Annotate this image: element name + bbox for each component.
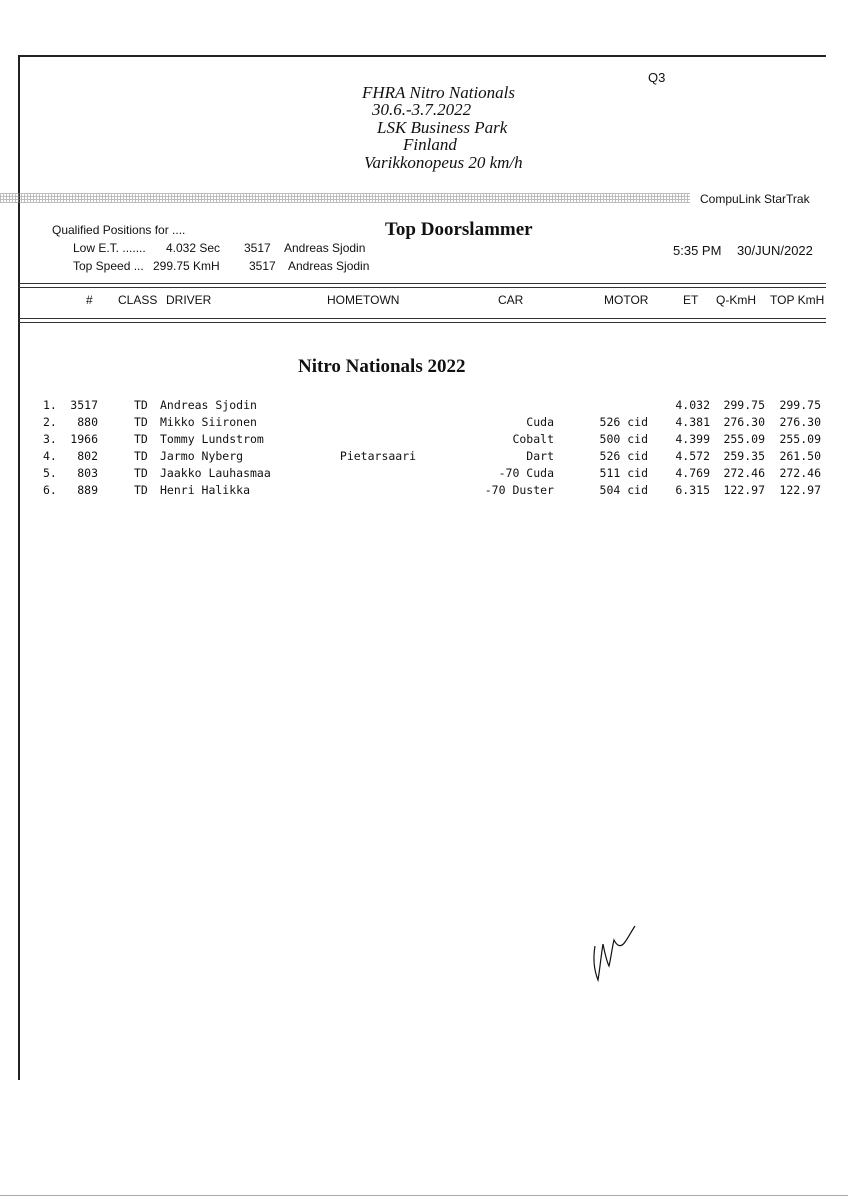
left-border-line [18, 55, 20, 1080]
cell-position: 3. [43, 432, 57, 446]
top-speed-label: Top Speed ... [73, 259, 144, 273]
dotted-separator-band [0, 193, 690, 203]
top-border-line [18, 55, 826, 57]
corner-tag: Q3 [648, 70, 666, 85]
page-bottom-line [0, 1195, 848, 1196]
cell-et: 4.032 [675, 398, 710, 412]
cell-motor: 504 cid [599, 483, 648, 497]
header-separator-line [18, 283, 826, 284]
cell-class: TD [134, 432, 148, 446]
cell-et: 6.315 [675, 483, 710, 497]
cell-class: TD [134, 449, 148, 463]
cell-topkmh: 272.46 [779, 466, 821, 480]
system-brand: CompuLink StarTrak [700, 192, 810, 206]
event-country: Finland [403, 135, 457, 154]
cell-car: Cobalt [512, 432, 554, 446]
cell-et: 4.381 [675, 415, 710, 429]
cell-topkmh: 276.30 [779, 415, 821, 429]
cell-driver: Mikko Siironen [160, 415, 257, 429]
cell-class: TD [134, 466, 148, 480]
cell-et: 4.399 [675, 432, 710, 446]
class-title: Top Doorslammer [385, 219, 533, 240]
col-header-car: CAR [498, 293, 524, 307]
col-header-class: CLASS [118, 293, 158, 307]
cell-qkmh: 276.30 [723, 415, 765, 429]
cell-qkmh: 299.75 [723, 398, 765, 412]
cell-driver: Henri Halikka [160, 483, 251, 497]
report-time: 5:35 PM [673, 243, 722, 258]
event-title: FHRA Nitro Nationals [362, 83, 516, 102]
event-venue: LSK Business Park [377, 118, 508, 137]
cell-number: 880 [77, 415, 98, 429]
cell-car: Dart [526, 449, 554, 463]
cell-number: 803 [77, 466, 98, 480]
low-et-number: 3517 [244, 241, 271, 255]
column-header-rule [18, 318, 826, 319]
top-speed-number: 3517 [249, 259, 276, 273]
cell-motor: 511 cid [599, 466, 648, 480]
cell-position: 6. [43, 483, 57, 497]
cell-qkmh: 122.97 [723, 483, 765, 497]
cell-topkmh: 122.97 [779, 483, 821, 497]
cell-class: TD [134, 398, 148, 412]
cell-et: 4.572 [675, 449, 710, 463]
event-pit-speed: Varikkonopeus 20 km/h [364, 153, 523, 172]
cell-car: Cuda [526, 415, 554, 429]
cell-number: 1966 [70, 432, 98, 446]
report-date: 30/JUN/2022 [737, 243, 813, 258]
cell-position: 2. [43, 415, 57, 429]
column-header-rule-2 [18, 322, 826, 323]
cell-class: TD [134, 483, 148, 497]
cell-class: TD [134, 415, 148, 429]
col-header-hometown: HOMETOWN [327, 293, 400, 307]
col-header-number: # [86, 293, 93, 307]
cell-number: 802 [77, 449, 98, 463]
cell-driver: Jarmo Nyberg [160, 449, 244, 463]
cell-motor: 526 cid [599, 415, 648, 429]
cell-position: 4. [43, 449, 57, 463]
col-header-driver: DRIVER [166, 293, 212, 307]
cell-position: 5. [43, 466, 57, 480]
col-header-qkmh: Q-KmH [716, 293, 756, 307]
cell-qkmh: 259.35 [723, 449, 765, 463]
cell-motor: 500 cid [599, 432, 648, 446]
cell-topkmh: 299.75 [779, 398, 821, 412]
top-speed-driver: Andreas Sjodin [288, 259, 370, 273]
cell-driver: Jaakko Lauhasmaa [160, 466, 271, 480]
cell-car: -70 Cuda [498, 466, 554, 480]
cell-topkmh: 255.09 [779, 432, 821, 446]
cell-topkmh: 261.50 [779, 449, 821, 463]
cell-motor: 526 cid [599, 449, 648, 463]
cell-et: 4.769 [675, 466, 710, 480]
col-header-topkmh: TOP KmH [770, 293, 825, 307]
cell-driver: Tommy Lundstrom [160, 432, 264, 446]
col-header-motor: MOTOR [604, 293, 649, 307]
qualified-label: Qualified Positions for .... [52, 223, 186, 237]
section-title: Nitro Nationals 2022 [298, 356, 466, 377]
header-separator-line-2 [18, 287, 826, 288]
cell-hometown: Pietarsaari [339, 449, 417, 463]
low-et-driver: Andreas Sjodin [284, 241, 366, 255]
cell-number: 889 [77, 483, 98, 497]
cell-number: 3517 [70, 398, 98, 412]
low-et-value: 4.032 Sec [166, 241, 221, 255]
cell-position: 1. [43, 398, 57, 412]
cell-car: -70 Duster [484, 483, 554, 497]
cell-qkmh: 272.46 [723, 466, 765, 480]
top-speed-value: 299.75 KmH [153, 259, 220, 273]
cell-driver: Andreas Sjodin [160, 398, 257, 412]
col-header-et: ET [683, 293, 699, 307]
handwritten-signature [585, 918, 645, 988]
cell-qkmh: 255.09 [723, 432, 765, 446]
low-et-label: Low E.T. ....... [73, 241, 146, 255]
event-dates: 30.6.-3.7.2022 [372, 100, 472, 119]
